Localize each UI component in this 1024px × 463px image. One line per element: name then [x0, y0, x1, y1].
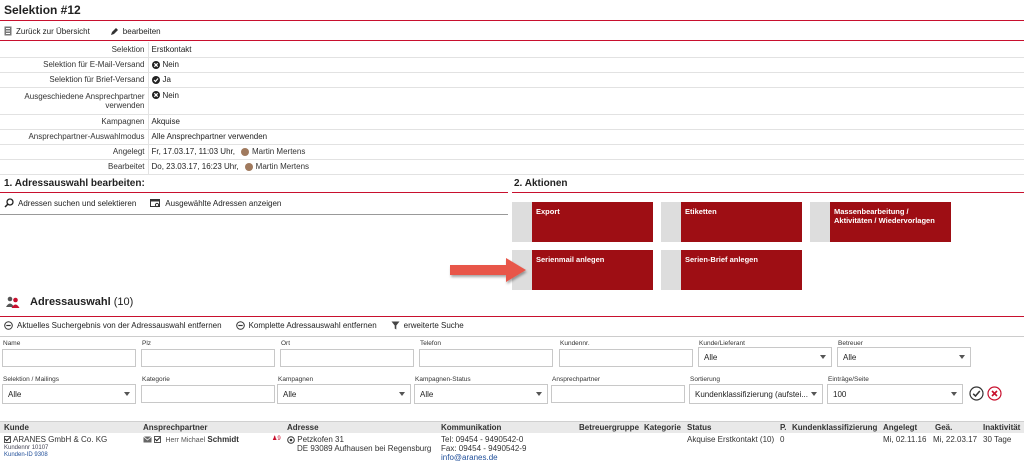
filter-label: Ansprechpartner [552, 376, 601, 383]
category-filter-input[interactable] [141, 385, 275, 403]
customer-name[interactable]: ARANES GmbH & Co. KG [13, 435, 108, 444]
phone-filter-input[interactable] [419, 349, 553, 367]
tile-label: Serienmail anlegen [532, 250, 653, 290]
tile-label: Export [532, 202, 653, 242]
filter-label: Plz [142, 340, 152, 347]
search-addresses-label: Adressen suchen und selektieren [18, 198, 137, 208]
tile-label: Serien-Brief anlegen [681, 250, 802, 290]
property-label: Angelegt [0, 144, 148, 159]
edit-button[interactable] [110, 27, 161, 36]
changed-cell: Mi, 22.03.17 [933, 435, 978, 444]
property-value: Fr, 17.03.17, 11:03 Uhr, Martin Mertens [148, 144, 1024, 159]
property-value: Erstkontakt [148, 42, 1024, 57]
caret-down-icon [811, 392, 817, 396]
highlight-arrow-icon [448, 256, 530, 288]
bulk-edit-tile[interactable] [810, 202, 951, 242]
column-header[interactable]: P. [780, 423, 787, 432]
tile-stub [661, 250, 681, 290]
tile-stub [810, 202, 830, 242]
column-header[interactable]: Status [687, 423, 712, 432]
toolbar [4, 26, 161, 36]
yes-icon [152, 76, 160, 84]
caret-down-icon [820, 355, 826, 359]
property-label: Selektion für Brief-Versand [0, 72, 148, 87]
tile-stub [512, 202, 532, 242]
filter-label: Kampagnen-Status [415, 376, 471, 383]
filters-top-line [0, 336, 1024, 337]
property-label: Selektion [0, 42, 148, 57]
property-value: Ja [148, 72, 1024, 87]
user-link[interactable]: Martin Mertens [255, 162, 310, 171]
property-row [0, 114, 1024, 129]
edit-label: bearbeiten [122, 26, 161, 36]
property-row [0, 129, 1024, 144]
status-cell: Akquise Erstkontakt (10) [687, 435, 775, 444]
tile-label: Massenbearbeitung / Aktivitäten / Wiedervorlagen [830, 202, 951, 242]
zip-filter-input[interactable] [141, 349, 275, 367]
labels-tile[interactable] [661, 202, 802, 242]
property-label: Kampagnen [0, 114, 148, 129]
customer-number: Kundennr 10107 [4, 445, 49, 451]
property-label: Selektion für E-Mail-Versand [0, 57, 148, 72]
select-value: Alle [283, 390, 297, 399]
title-divider [0, 20, 1024, 21]
property-label: Ausgeschiedene Ansprechpartner verwenden [0, 87, 148, 114]
property-row [0, 42, 1024, 57]
column-header[interactable]: Kundenklassifizierung [792, 423, 878, 432]
select-value: Alle [8, 390, 22, 399]
apply-filter-button[interactable] [969, 386, 984, 403]
property-label: Bearbeitet [0, 159, 148, 174]
filter-label: Name [3, 340, 21, 347]
address-selection-title: Adressauswahl [30, 296, 111, 308]
window-search-icon [150, 199, 161, 208]
filter-label: Sortierung [690, 376, 720, 383]
customer-id-link[interactable]: Kunden-ID 9308 [4, 452, 48, 458]
p-cell: 0 [780, 435, 785, 444]
checkbox[interactable] [154, 436, 161, 443]
filter-label: Betreuer [838, 340, 863, 347]
caret-down-icon [536, 392, 542, 396]
close-circle-icon [987, 386, 1002, 401]
property-row [0, 159, 1024, 174]
search-icon [4, 198, 14, 208]
tile-stub [661, 202, 681, 242]
property-value: Akquise [148, 114, 1024, 129]
campaigns-select[interactable] [277, 384, 411, 404]
section2-title: 2. Aktionen [514, 178, 568, 189]
no-icon [152, 61, 160, 69]
address-selection-tools [4, 321, 464, 330]
contact-count: ♟9 [272, 436, 281, 442]
fax: Fax: 09454 - 9490542-9 [441, 444, 527, 453]
property-label: Ansprechpartner-Auswahlmodus [0, 129, 148, 144]
customer-cell [4, 435, 107, 444]
avatar [245, 163, 253, 171]
back-to-overview-label: Zurück zur Übersicht [16, 26, 90, 36]
name-filter-input[interactable] [2, 349, 136, 367]
filter-label: Telefon [420, 340, 441, 347]
filter-label: Einträge/Seite [828, 376, 869, 383]
entries-per-page-select[interactable] [827, 384, 963, 404]
filter-label: Kategorie [142, 376, 170, 383]
customer-supplier-select[interactable] [698, 347, 832, 367]
section1-bottom-line [0, 214, 508, 215]
address-cell [287, 435, 344, 444]
list-icon [4, 26, 12, 36]
reset-filter-button[interactable] [987, 386, 1002, 403]
select-value: Alle [420, 390, 434, 399]
select-value: Alle [843, 353, 857, 362]
results-table-header [0, 421, 1024, 433]
contact-prefix: Herr Michael [165, 437, 206, 444]
section1-title: 1. Adressauswahl bearbeiten: [4, 178, 145, 189]
city: DE 93089 Aufhausen bei Regensburg [297, 444, 432, 453]
address-selection-heading [6, 296, 133, 308]
street: Petzkofen 31 [297, 435, 344, 444]
filter-label: Kampagnen [278, 376, 314, 383]
extended-search-label: erweiterte Suche [403, 321, 464, 330]
property-value: Alle Ansprechpartner verwenden [148, 129, 1024, 144]
property-value: Nein [148, 87, 1024, 114]
filter-icon [391, 321, 400, 330]
back-to-overview-button[interactable] [4, 26, 90, 36]
remove-current-result-label: Aktuelles Suchergebnis von der Adressauswahl entfernen [17, 321, 222, 330]
select-value: Kundenklassifizierung (aufstei... [695, 390, 808, 399]
created-cell: Mi, 02.11.16 [883, 435, 927, 444]
user-link[interactable]: Martin Mertens [251, 147, 306, 156]
caret-down-icon [959, 355, 965, 359]
contact-name[interactable]: Schmidt [207, 435, 239, 444]
filter-label: Selektion / Mailings [3, 376, 59, 383]
users-icon [6, 296, 20, 308]
phone: Tel: 09454 - 9490542-0 [441, 435, 524, 444]
location-icon [287, 436, 295, 444]
property-row [0, 144, 1024, 159]
envelope-icon [143, 436, 152, 443]
show-selected-addresses-button[interactable] [150, 198, 281, 208]
property-row [0, 72, 1024, 87]
property-value: Do, 23.03.17, 16:23 Uhr, Martin Mertens [148, 159, 1024, 174]
check-circle-icon [969, 386, 984, 401]
contact-person-filter-input[interactable] [551, 385, 685, 403]
sorting-select[interactable] [689, 384, 823, 404]
inactivity-cell: 30 Tage [983, 435, 1012, 444]
search-addresses-button[interactable] [4, 198, 136, 208]
customer-number-filter-input[interactable] [559, 349, 693, 367]
city-filter-input[interactable] [280, 349, 414, 367]
column-header[interactable]: Kunde [4, 423, 29, 432]
column-header[interactable]: Kategorie [644, 423, 681, 432]
minus-circle-icon [4, 321, 13, 330]
property-value: Nein [148, 57, 1024, 72]
person-icon: ♟ [272, 436, 278, 442]
column-header[interactable]: Ansprechpartner [143, 423, 208, 432]
page-title: Selektion #12 [4, 3, 81, 17]
caret-down-icon [124, 392, 130, 396]
column-header[interactable]: Geä. [935, 423, 953, 432]
address-selection-count: (10) [113, 296, 134, 308]
filter-label: Kunde/Lieferant [699, 340, 745, 347]
tile-label: Etiketten [681, 202, 802, 242]
select-value: Alle [704, 353, 718, 362]
property-row [0, 87, 1024, 114]
pencil-icon [110, 27, 119, 36]
account-manager-select[interactable] [837, 347, 971, 367]
email-link[interactable]: info@aranes.de [441, 453, 498, 462]
filter-label: Kundennr. [560, 340, 590, 347]
remove-current-result-button[interactable] [4, 321, 222, 330]
property-row [0, 57, 1024, 72]
serial-mail-tile[interactable] [512, 250, 653, 290]
remove-all-label: Komplette Adressauswahl entfernen [248, 321, 377, 330]
caret-down-icon [399, 392, 405, 396]
minus-circle-icon [236, 321, 245, 330]
remove-all-button[interactable] [236, 321, 377, 330]
no-icon [152, 91, 160, 99]
show-selected-label: Ausgewählte Adressen anzeigen [165, 198, 282, 208]
section2-divider [512, 192, 1024, 193]
caret-down-icon [951, 392, 957, 396]
extended-search-button[interactable] [391, 321, 464, 330]
toolbar-divider [0, 40, 1024, 41]
serial-letter-tile[interactable] [661, 250, 802, 290]
select-value: 100 [833, 390, 847, 399]
campaign-status-select[interactable] [414, 384, 548, 404]
address-selection-divider [0, 316, 1024, 317]
contact-cell [143, 435, 239, 445]
avatar [241, 148, 249, 156]
export-tile[interactable] [512, 202, 653, 242]
column-header[interactable]: Betreuergruppe [579, 423, 640, 432]
column-header[interactable]: Adresse [287, 423, 319, 432]
filter-label: Ort [281, 340, 291, 347]
checkbox[interactable] [4, 436, 11, 443]
selection-properties [0, 42, 1024, 175]
section1-divider [0, 192, 508, 193]
column-header[interactable]: Inaktivität [983, 423, 1021, 432]
section1-actions [4, 198, 281, 208]
column-header[interactable]: Angelegt [883, 423, 918, 432]
selection-mailings-select[interactable] [2, 384, 136, 404]
column-header[interactable]: Kommunikation [441, 423, 502, 432]
